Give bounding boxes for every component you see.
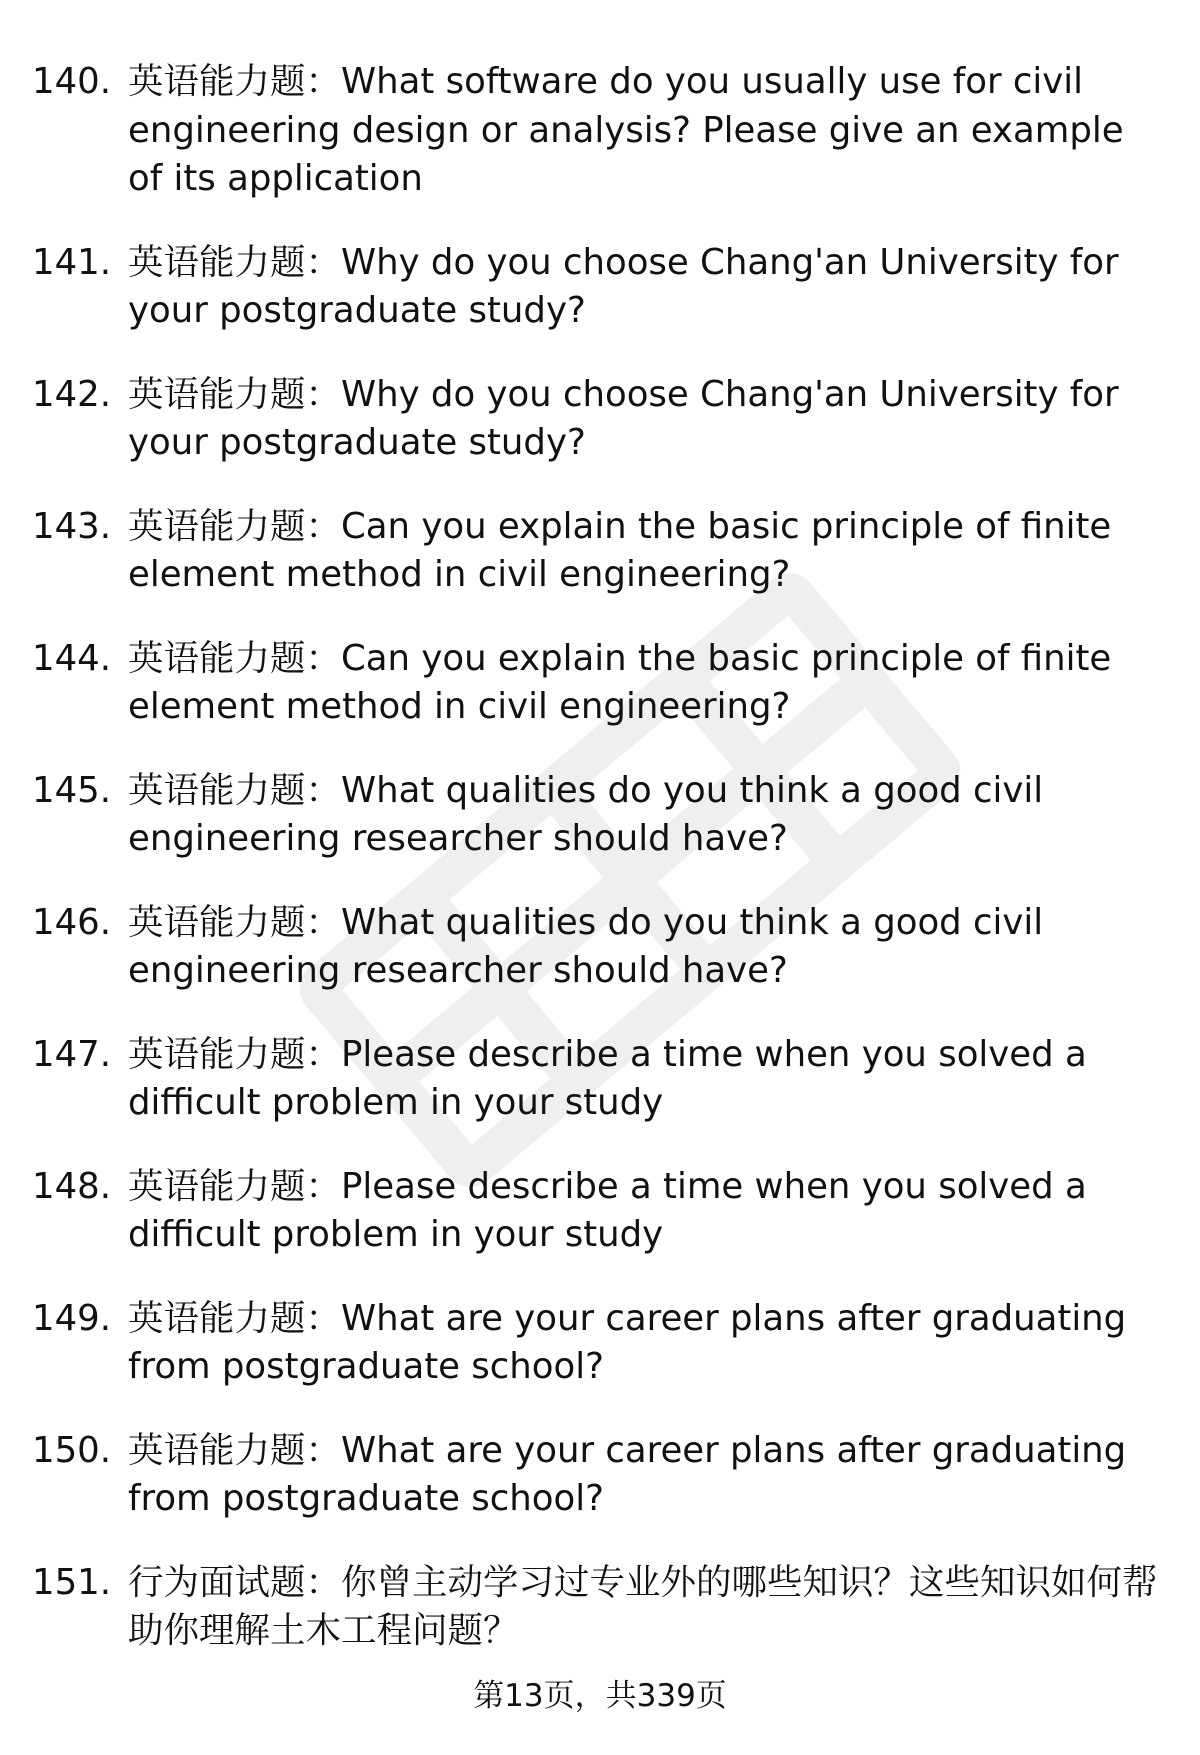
question-number: 143. [32, 505, 112, 547]
question-item [32, 1295, 1172, 1392]
question-text: What qualities do you think a good civil engineering researcher should have? [128, 769, 1044, 859]
question-category: 英语能力题： [128, 373, 342, 415]
question-category: 英语能力题： [128, 1297, 342, 1339]
question-category: 英语能力题： [128, 505, 342, 547]
question-category: 行为面试题： [128, 1561, 342, 1603]
question-item [32, 899, 1172, 996]
question-text: 你曾主动学习过专业外的哪些知识？这些知识如何帮助你理解土木工程问题？ [128, 1561, 1158, 1651]
question-body [128, 635, 1164, 732]
question-body [128, 371, 1164, 468]
question-category: 英语能力题： [128, 637, 342, 679]
question-number: 151. [32, 1561, 112, 1603]
question-number: 148. [32, 1165, 112, 1207]
question-item [32, 58, 1172, 204]
question-text: Please describe a time when you solved a difficult problem in your study [128, 1033, 1087, 1123]
question-list [32, 58, 1172, 1691]
question-item [32, 635, 1172, 732]
question-item [32, 239, 1172, 336]
question-body [128, 1163, 1164, 1260]
question-category: 英语能力题： [128, 1165, 342, 1207]
question-item [32, 1031, 1172, 1128]
question-category: 英语能力题： [128, 61, 342, 102]
question-item [32, 503, 1172, 600]
question-item [32, 1163, 1172, 1260]
question-body [128, 239, 1164, 336]
question-body [128, 1295, 1164, 1392]
question-body [128, 1031, 1164, 1128]
question-text: Please describe a time when you solved a difficult problem in your study [128, 1165, 1087, 1255]
question-number: 141. [32, 241, 112, 283]
question-number: 140. [32, 61, 112, 102]
question-text: What software do you usually use for civil engineering design or analysis? Please give an example of its application [128, 61, 1124, 199]
question-body [128, 899, 1164, 996]
question-number: 149. [32, 1297, 112, 1339]
question-text: Can you explain the basic principle of finite element method in civil engineering? [128, 637, 1112, 727]
question-text: What qualities do you think a good civil engineering researcher should have? [128, 901, 1044, 991]
question-text: What are your career plans after graduating from postgraduate school? [128, 1429, 1127, 1519]
question-category: 英语能力题： [128, 241, 342, 283]
question-number: 144. [32, 637, 112, 679]
question-category: 英语能力题： [128, 1033, 342, 1075]
question-item [32, 371, 1172, 468]
question-body [128, 1427, 1164, 1524]
page-footer: 第13页，共339页 [473, 1678, 727, 1714]
question-body [128, 58, 1164, 204]
question-category: 英语能力题： [128, 1429, 342, 1471]
question-text: Can you explain the basic principle of finite element method in civil engineering? [128, 505, 1112, 595]
question-item [32, 1559, 1172, 1656]
question-text: Why do you choose Chang'an University for your postgraduate study? [128, 241, 1119, 331]
question-item [32, 767, 1172, 864]
question-category: 英语能力题： [128, 901, 342, 943]
question-body [128, 1559, 1164, 1656]
question-item [32, 1427, 1172, 1524]
question-number: 147. [32, 1033, 112, 1075]
question-number: 142. [32, 373, 112, 415]
question-body [128, 503, 1164, 600]
question-body [128, 767, 1164, 864]
question-category: 英语能力题： [128, 769, 342, 811]
question-number: 145. [32, 769, 112, 811]
question-text: What are your career plans after graduating from postgraduate school? [128, 1297, 1127, 1387]
question-number: 146. [32, 901, 112, 943]
question-text: Why do you choose Chang'an University for your postgraduate study? [128, 373, 1119, 463]
question-number: 150. [32, 1429, 112, 1471]
